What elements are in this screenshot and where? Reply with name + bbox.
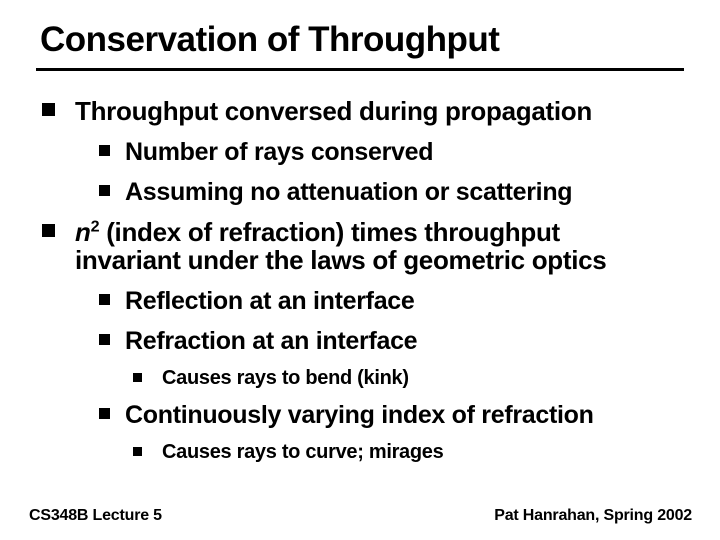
bullet-text: Throughput conversed during propagation — [75, 96, 592, 126]
bullet-text: Assuming no attenuation or scattering — [125, 178, 573, 206]
bullet-item-level-2 — [0, 138, 720, 166]
footer-course-label: CS348B Lecture 5 — [29, 507, 162, 524]
footer-author-label: Pat Hanrahan, Spring 2002 — [494, 507, 692, 524]
bullet-item-level-1 — [0, 218, 720, 274]
bullet-text: $n^2$ (index of refraction) times throughput invariant under the laws of geometric optics — [75, 217, 607, 275]
bullet-square-icon — [99, 185, 110, 196]
bullet-square-icon — [42, 103, 55, 116]
bullet-square-icon — [99, 145, 110, 156]
bullet-item-level-2 — [0, 178, 720, 206]
bullet-item-level-2 — [0, 327, 720, 355]
bullet-square-icon — [99, 294, 110, 305]
bullet-item-level-3 — [0, 367, 720, 389]
bullet-item-level-2 — [0, 287, 720, 315]
bullet-square-icon — [42, 224, 55, 237]
bullet-text: Number of rays conserved — [125, 138, 434, 166]
title-underline-rule — [36, 68, 684, 71]
bullet-text: Reflection at an interface — [125, 287, 415, 315]
bullet-list — [0, 97, 720, 475]
slide-title: Conservation of Throughput — [40, 20, 500, 59]
bullet-item-level-3 — [0, 441, 720, 463]
bullet-item-level-1 — [0, 97, 720, 125]
bullet-text: Continuously varying index of refraction — [125, 401, 594, 429]
bullet-square-icon — [99, 408, 110, 419]
bullet-text: Causes rays to bend (kink) — [162, 367, 409, 389]
bullet-square-icon — [133, 373, 142, 382]
bullet-item-level-2 — [0, 401, 720, 429]
bullet-text: Refraction at an interface — [125, 327, 418, 355]
bullet-text: Causes rays to curve; mirages — [162, 441, 444, 463]
footer — [29, 507, 692, 525]
bullet-square-icon — [133, 447, 142, 456]
bullet-square-icon — [99, 334, 110, 345]
